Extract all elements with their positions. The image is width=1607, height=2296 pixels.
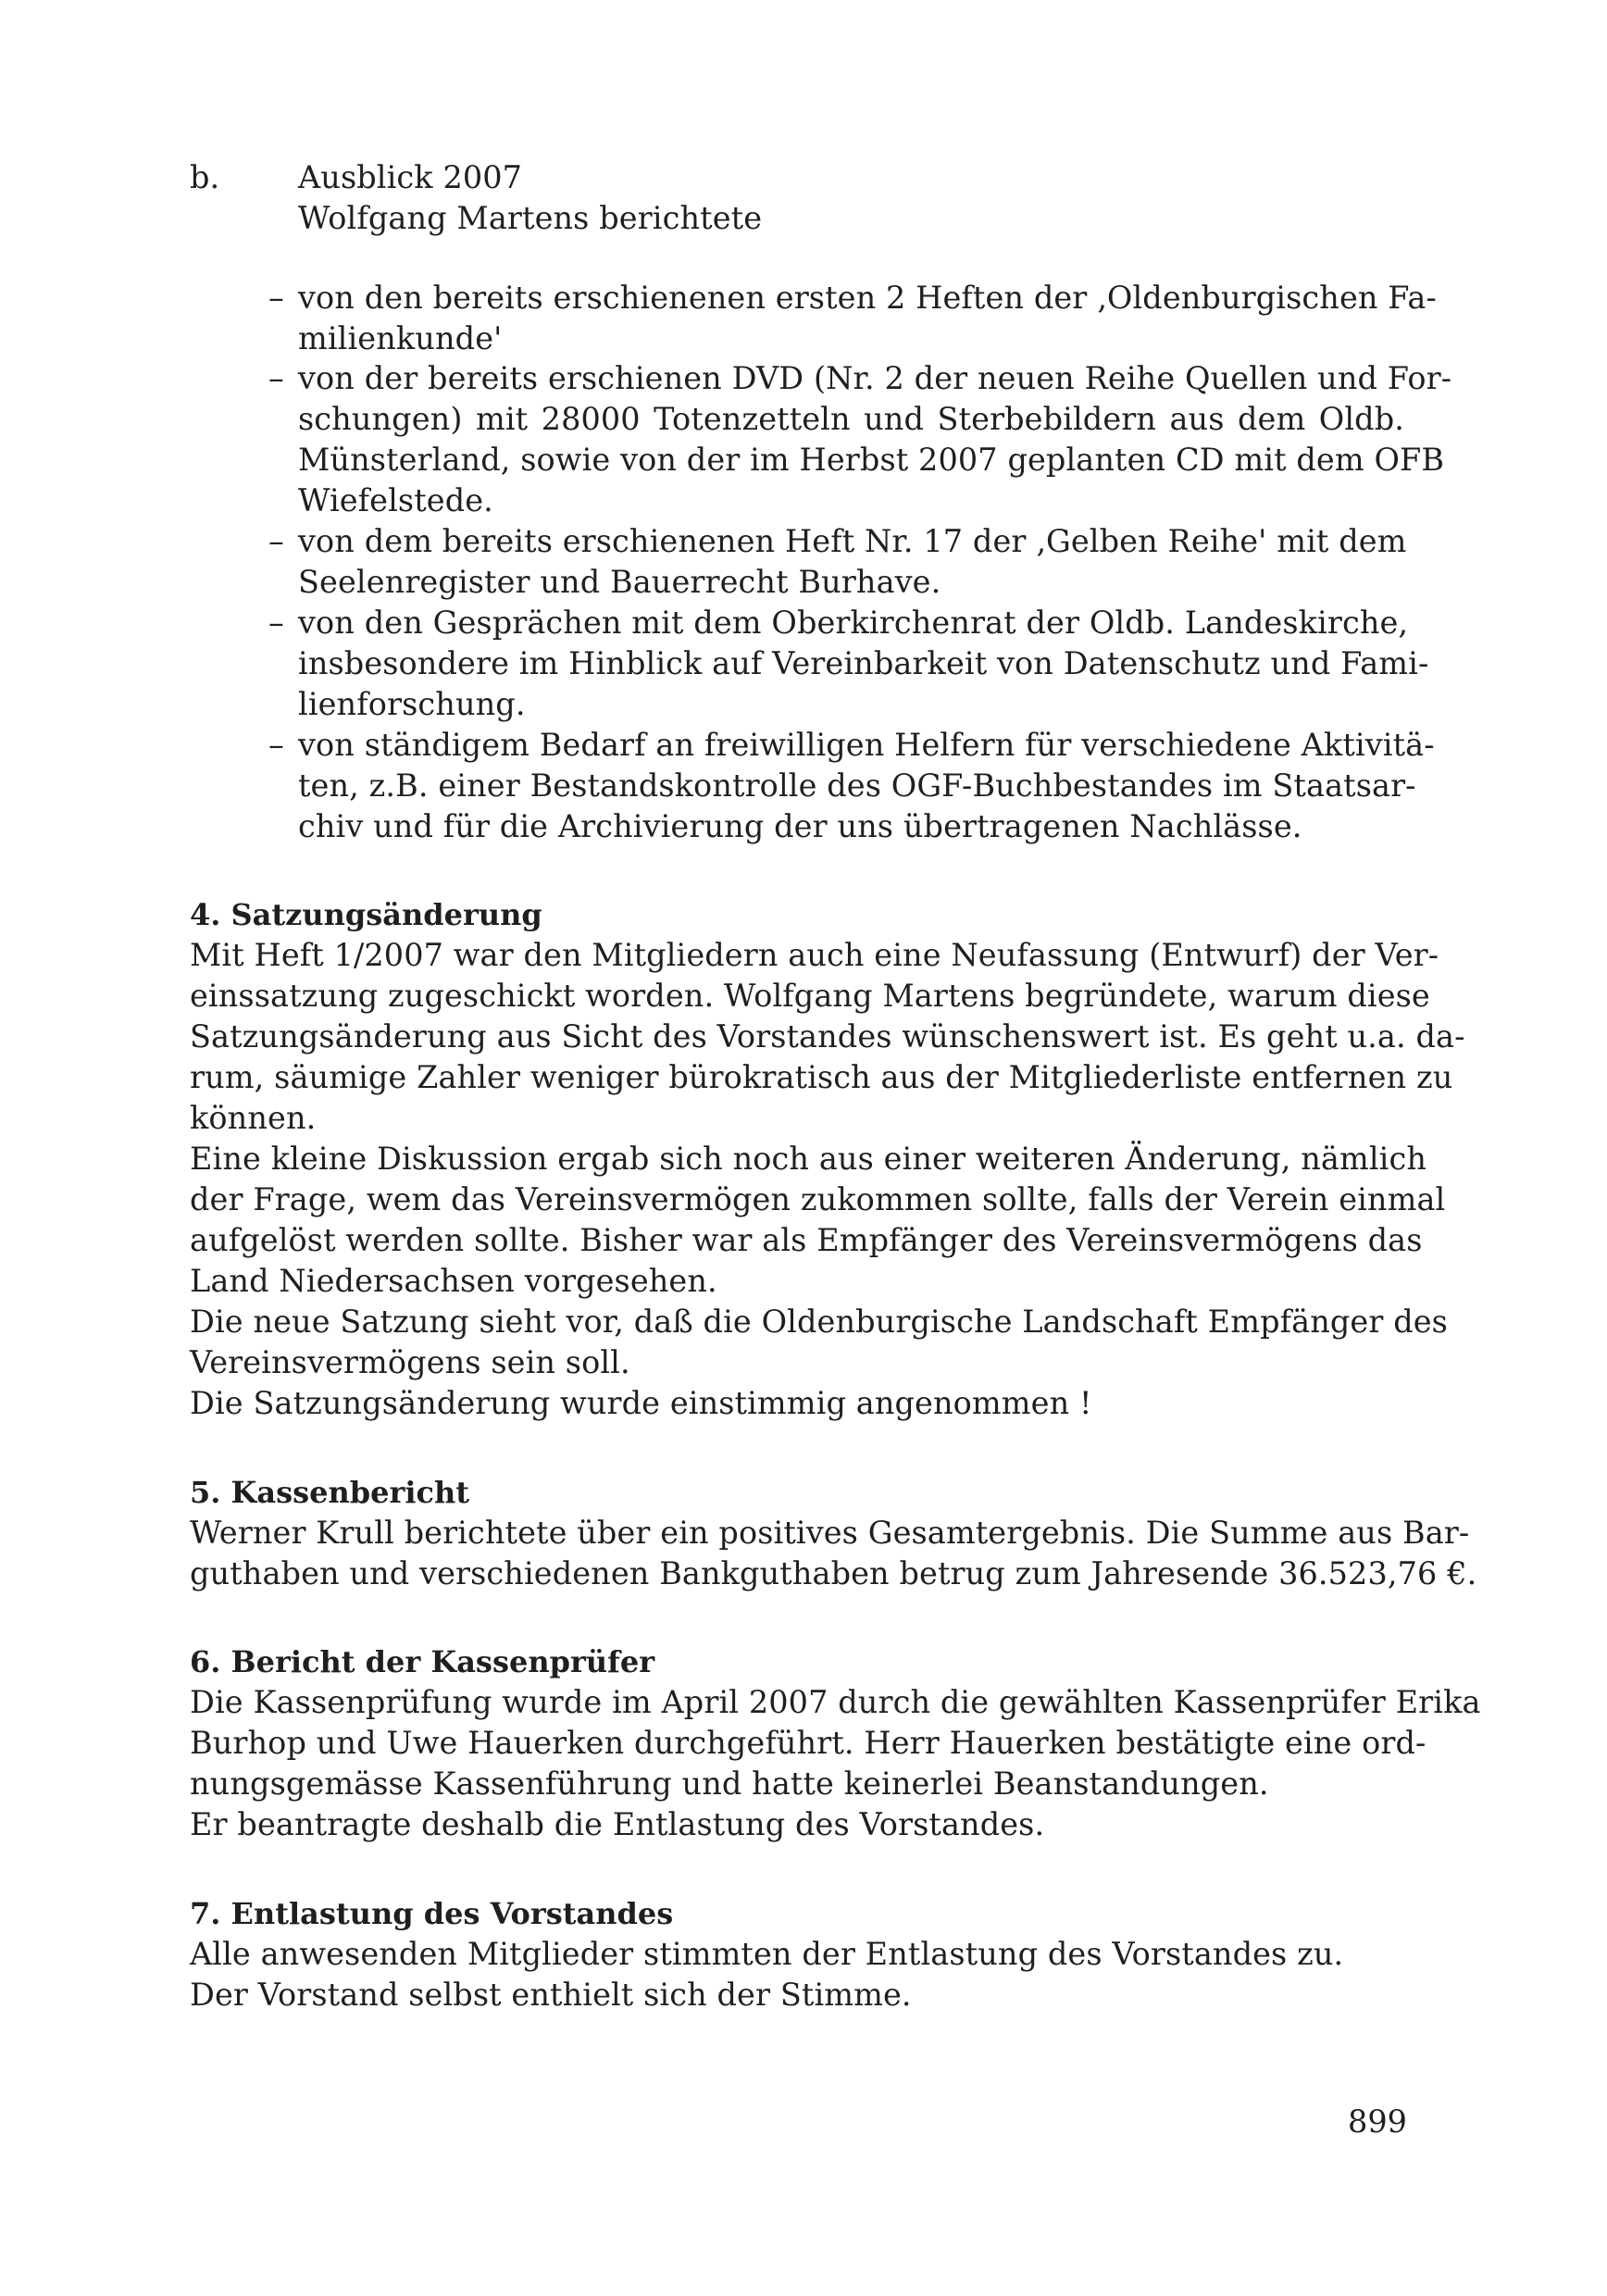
paragraph-line: Vereinsvermögens sein soll. — [190, 1344, 630, 1380]
section-b-intro: Wolfgang Martens berichtete — [298, 200, 763, 236]
paragraph-line: rum, säumige Zahler weniger bürokratisch aus der Mitgliederliste entfernen zu — [190, 1059, 1453, 1095]
paragraph-line: Alle anwesenden Mitglieder stimmten der Entlastung des Vorstandes zu. — [190, 1936, 1344, 1972]
paragraph-line: Burhop und Uwe Hauerken durchgeführt. Herr Hauerken bestätigte eine ord- — [190, 1725, 1426, 1761]
bullet-line: von den Gesprächen mit dem Oberkirchenrat der Oldb. Landeskirche, — [298, 605, 1409, 641]
paragraph-line: können. — [190, 1100, 317, 1136]
paragraph-line: einssatzung zugeschickt worden. Wolfgang Martens begründete, warum diese — [190, 978, 1430, 1014]
paragraph-line: Mit Heft 1/2007 war den Mitgliedern auch eine Neufassung (Entwurf) der Ver- — [190, 937, 1439, 973]
bullet-line: insbesondere im Hinblick auf Vereinbarkeit von Datenschutz und Fami- — [298, 645, 1429, 681]
paragraph-line: Die neue Satzung sieht vor, daß die Oldenburgische Landschaft Empfänger des — [190, 1304, 1448, 1340]
paragraph-line: Werner Krull berichtete über ein positives Gesamtergebnis. Die Summe aus Bar- — [190, 1515, 1470, 1551]
paragraph-line: Er beantragte deshalb die Entlastung des Vorstandes. — [190, 1806, 1045, 1842]
paragraph-line: Die Satzungsänderung wurde einstimmig angenommen ! — [190, 1385, 1092, 1421]
bullet-dash: – — [268, 360, 284, 396]
bullet-line: schungen) mit 28000 Totenzetteln und Sterbebildern aus dem Oldb. — [298, 401, 1404, 437]
bullet-line: lienforschung. — [298, 686, 526, 722]
paragraph-line: Die Kassenprüfung wurde im April 2007 durch die gewählten Kassenprüfer Erika — [190, 1684, 1481, 1720]
bullet-dash: – — [268, 605, 284, 641]
bullet-line: von ständigem Bedarf an freiwilligen Helfern für verschiedene Aktivitä- — [298, 727, 1435, 763]
paragraph-line: aufgelöst werden sollte. Bisher war als Empfänger des Vereinsvermögens das — [190, 1222, 1423, 1258]
bullet-line: milienkunde' — [298, 320, 503, 356]
section-b-marker: b. — [190, 159, 220, 195]
bullet-line: chiv und für die Archivierung der uns übertragenen Nachlässe. — [298, 808, 1302, 844]
paragraph-line: Der Vorstand selbst enthielt sich der Stimme. — [190, 1977, 912, 2013]
bullet-line: von den bereits erschienenen ersten 2 Heften der ‚Oldenburgischen Fa- — [298, 280, 1437, 316]
paragraph-line: Satzungsänderung aus Sicht des Vorstandes wünschenswert ist. Es geht u.a. da- — [190, 1018, 1465, 1054]
bullet-line: Wiefelstede. — [298, 482, 493, 518]
section-b-title: Ausblick 2007 — [298, 159, 523, 195]
paragraph-line: Land Niedersachsen vorgesehen. — [190, 1263, 717, 1299]
section-heading: 6. Bericht der Kassenprüfer — [190, 1644, 655, 1679]
paragraph-line: Eine kleine Diskussion ergab sich noch aus einer weiteren Änderung, nämlich — [190, 1141, 1426, 1177]
bullet-line: Münsterland, sowie von der im Herbst 2007 geplanten CD mit dem OFB — [298, 442, 1445, 478]
paragraph-line: nungsgemässe Kassenführung und hatte keinerlei Beanstandungen. — [190, 1766, 1269, 1802]
paragraph-line: der Frage, wem das Vereinsvermögen zukommen sollte, falls der Verein einmal — [190, 1181, 1446, 1217]
section-heading: 5. Kassenbericht — [190, 1475, 470, 1510]
section-heading: 4. Satzungsänderung — [190, 897, 542, 932]
bullet-dash: – — [268, 727, 284, 763]
paragraph-line: guthaben und verschiedenen Bankguthaben betrug zum Jahresende 36.523,76 €. — [190, 1555, 1477, 1591]
bullet-line: ten, z.B. einer Bestandskontrolle des OGF-Buchbestandes im Staatsar- — [298, 767, 1416, 804]
bullet-line: von dem bereits erschienenen Heft Nr. 17 der ‚Gelben Reihe' mit dem — [298, 523, 1407, 559]
bullet-dash: – — [268, 523, 284, 559]
bullet-line: von der bereits erschienen DVD (Nr. 2 der neuen Reihe Quellen und For- — [298, 360, 1452, 396]
bullet-line: Seelenregister und Bauerrecht Burhave. — [298, 564, 941, 600]
bullet-dash: – — [268, 280, 284, 316]
page-number: 899 — [1348, 2103, 1407, 2140]
section-heading: 7. Entlastung des Vorstandes — [190, 1896, 674, 1931]
